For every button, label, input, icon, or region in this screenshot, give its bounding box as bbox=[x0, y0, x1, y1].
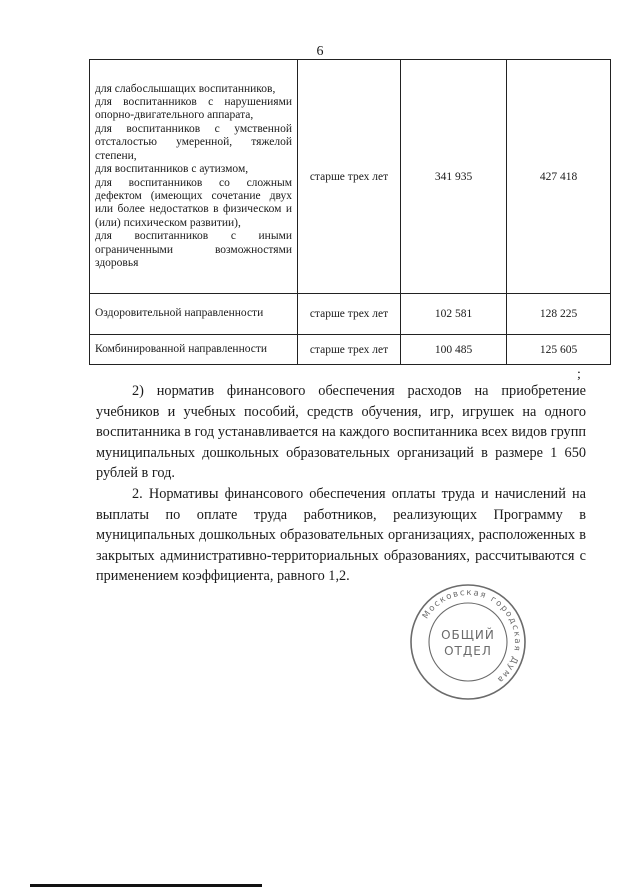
group-line: для воспитанников с иными ограниченными возможностями здоровья bbox=[95, 230, 292, 269]
table-row bbox=[90, 294, 611, 335]
office-stamp bbox=[408, 582, 528, 702]
group-description-cell: Комбинированной направленности bbox=[90, 335, 298, 365]
stamp-text-line2: ОТДЕЛ bbox=[444, 644, 492, 658]
stamp-text-line1: ОБЩИЙ bbox=[441, 628, 495, 642]
age-cell: старше трех лет bbox=[298, 60, 401, 294]
value-cell-2: 427 418 bbox=[507, 60, 611, 294]
paragraph-textbook-norm: 2) норматив финансового обеспечения расходов на приобретение учебников и учебных пособий, средств обучения, игр, игрушек на одного воспитанника в год устанавливается на каждого воспитанника всех видов групп муниципальных дошкольных образовательных организаций в размере 1 650 рублей в год. bbox=[96, 383, 586, 482]
table-row bbox=[90, 60, 611, 294]
stamp-outer-ring bbox=[411, 585, 525, 699]
paragraph-coefficient-norm: 2. Нормативы финансового обеспечения оплаты труда и начислений на выплаты по оплате труда работников, реализующих Программу в муниципальных дошкольных образовательных организациях, расположенных в закрытых административно-территориальных образованиях, рассчитываются с применением коэффициента, равного 1,2. bbox=[96, 485, 586, 585]
value-cell-1: 102 581 bbox=[401, 294, 507, 335]
value-cell-1: 341 935 bbox=[401, 60, 507, 294]
bottom-divider bbox=[30, 884, 262, 887]
group-description-cell bbox=[90, 60, 298, 294]
group-line: для воспитанников с умственной отсталостью умеренной, тяжелой степени, bbox=[95, 122, 292, 162]
group-line: для воспитанников с аутизмом, bbox=[95, 163, 249, 176]
age-cell: старше трех лет bbox=[298, 335, 401, 365]
document-body bbox=[96, 381, 586, 587]
group-line: для воспитанников со сложным дефектом (имеющих сочетание двух или более недостатков в физическом и (или) психическом развитии), bbox=[95, 176, 292, 229]
page-number: 6 bbox=[316, 44, 324, 59]
group-description-cell: Оздоровительной направленности bbox=[90, 294, 298, 335]
value-cell-1: 100 485 bbox=[401, 335, 507, 365]
value-cell-2: 128 225 bbox=[507, 294, 611, 335]
stamp-inner-ring bbox=[429, 603, 507, 681]
financing-norms-table bbox=[89, 59, 611, 365]
group-line: для слабослышащих воспитанников, bbox=[95, 82, 276, 95]
table-row bbox=[90, 335, 611, 365]
table-end-semicolon: ; bbox=[577, 367, 581, 382]
group-line: для воспитанников с нарушениями опорно-двигательного аппарата, bbox=[95, 96, 292, 122]
value-cell-2: 125 605 bbox=[507, 335, 611, 365]
stamp-ring-text: Московская городская Дума bbox=[420, 587, 523, 686]
age-cell: старше трех лет bbox=[298, 294, 401, 335]
